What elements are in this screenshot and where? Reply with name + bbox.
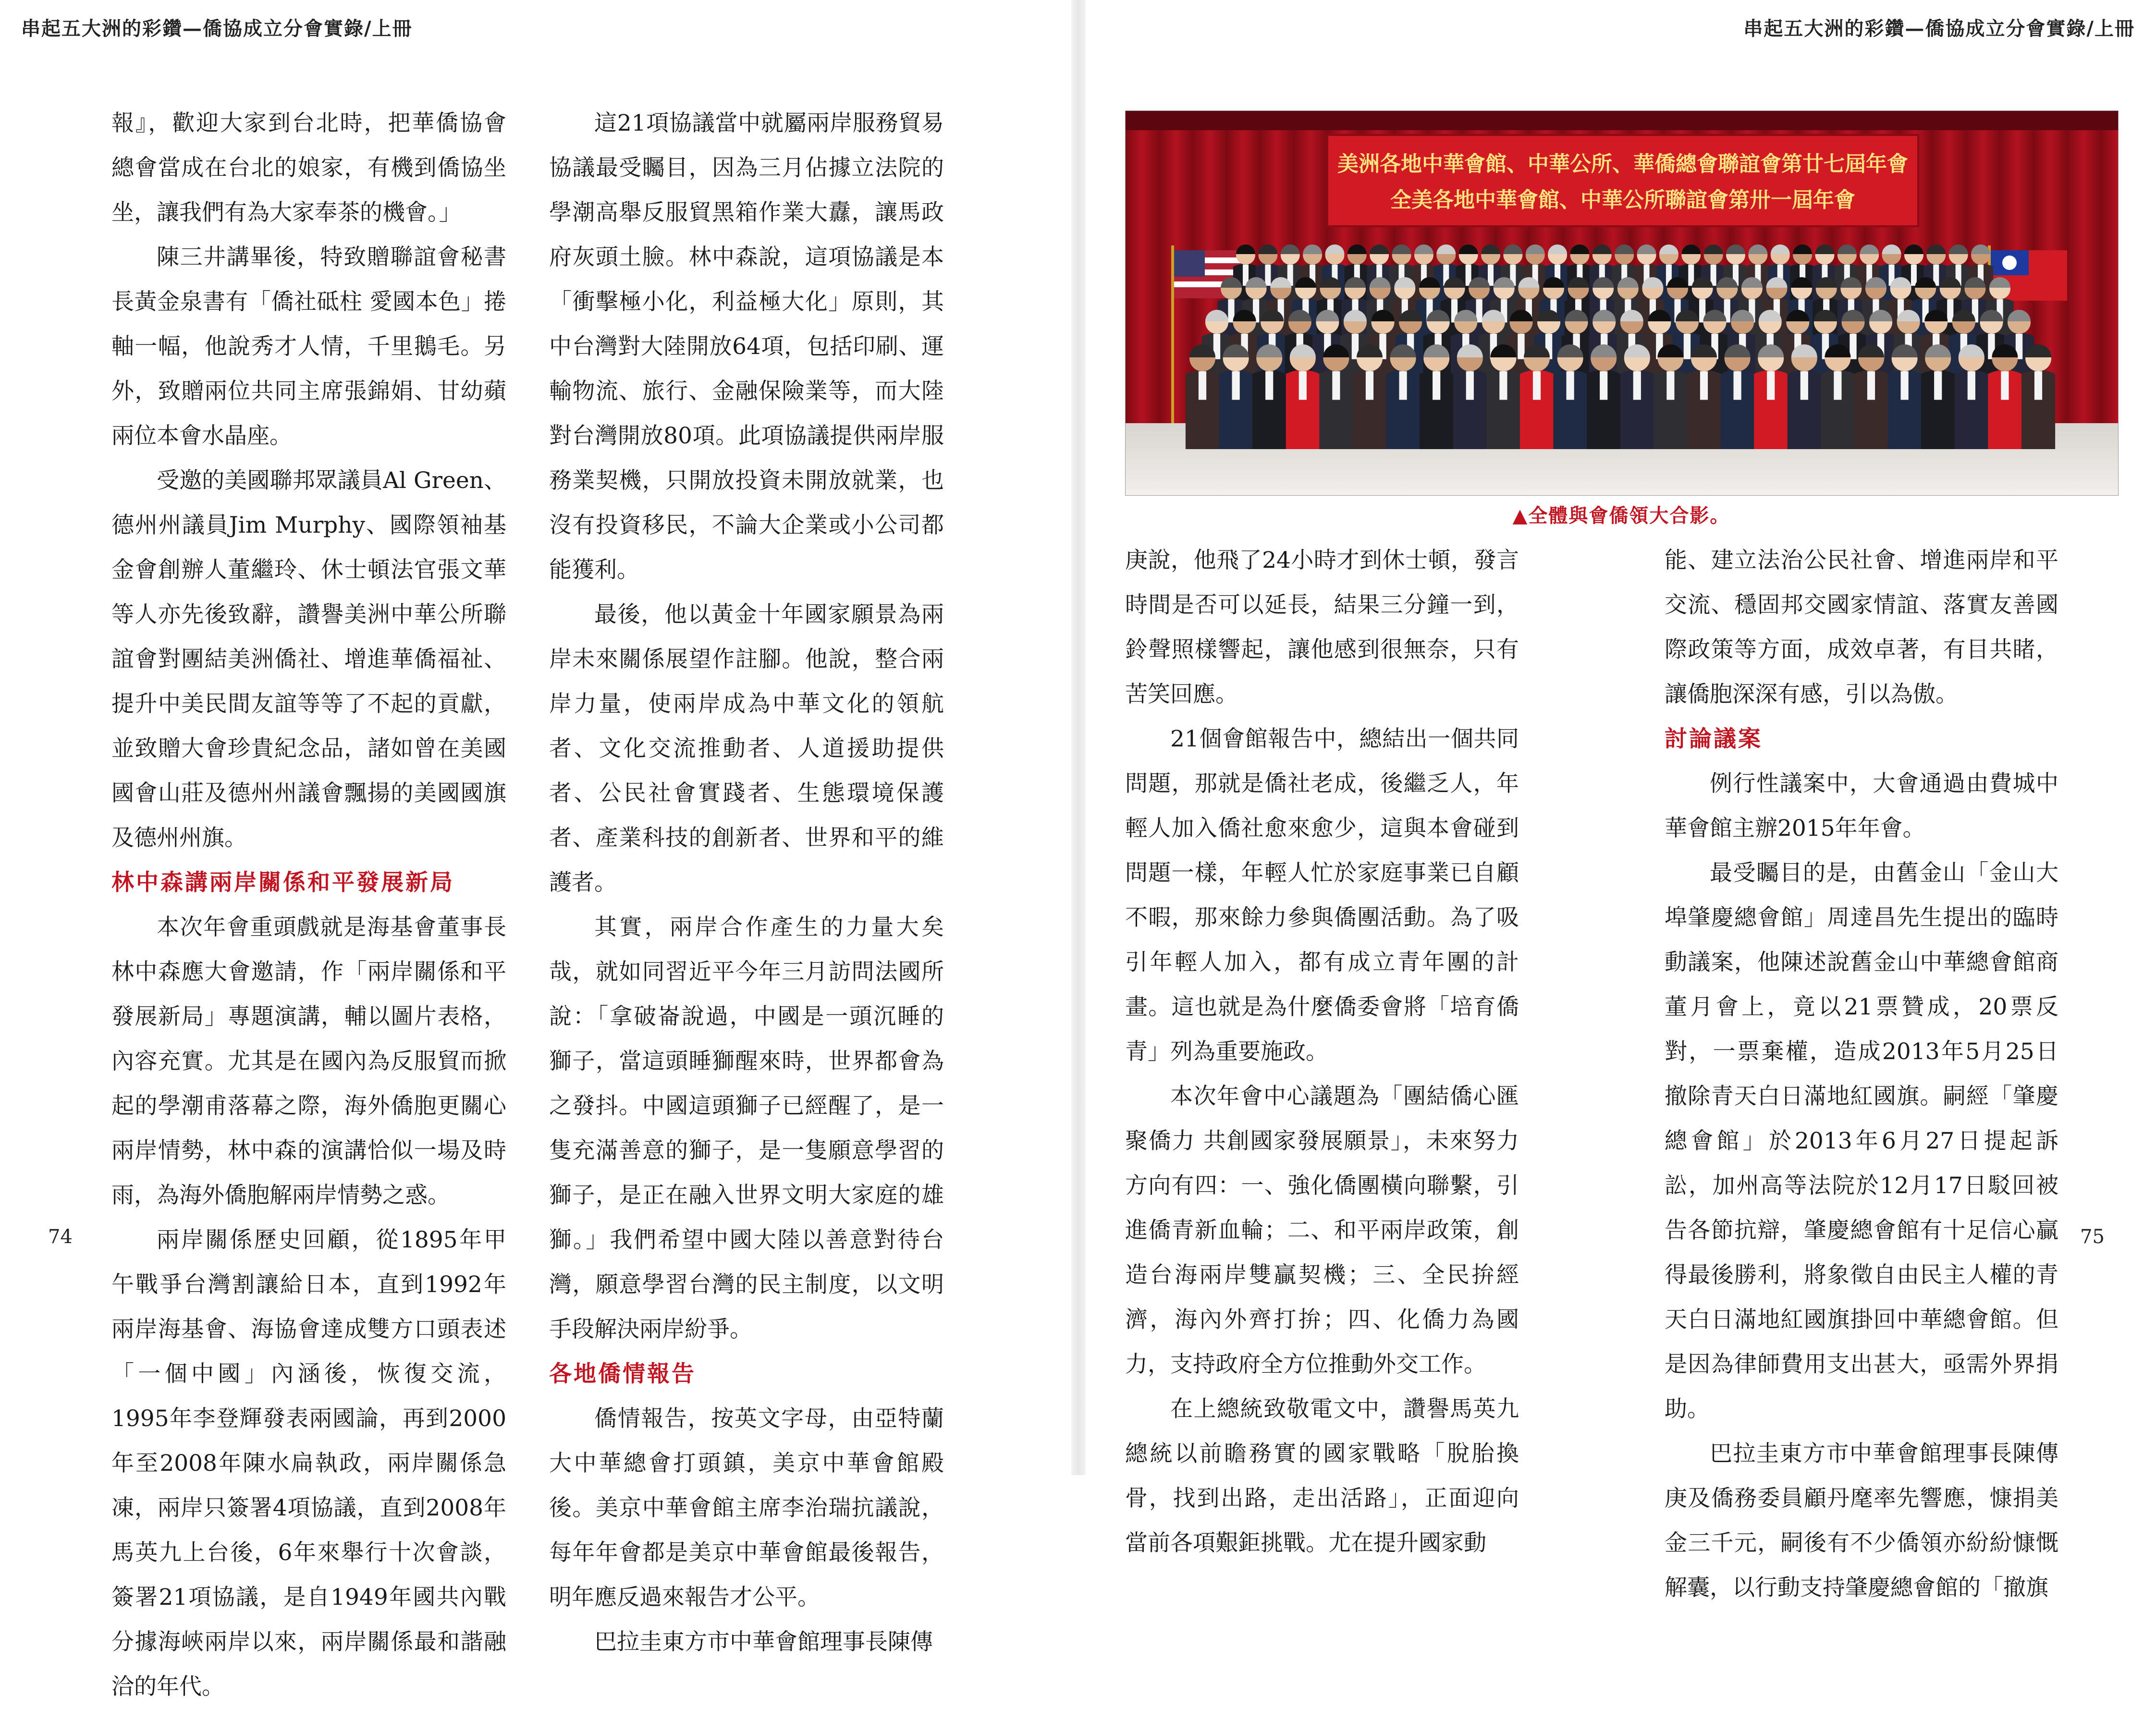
paragraph: 在上總統致敬電文中，讚譽馬英九總統以前瞻務實的國家戰略「脫胎換骨，找到出路，走出活路」，正面迎向當前各項艱鉅挑戰。尤在提升國家動 (1125, 1396, 1519, 1556)
person-figure (1687, 344, 1721, 449)
person-figure (1620, 344, 1654, 449)
paragraph: 報』，歡迎大家到台北時，把華僑協會總會當成在台北的娘家，有機到僑協坐坐，讓我們有為大家奉茶的機會。」 (111, 110, 506, 226)
paragraph: 本次年會中心議題為「團結僑心匯聚僑力 共創國家發展願景」，未來努力方向有四：一、強化僑團橫向聯繫，引進僑青新血輪；二、和平兩岸政策，創造台海兩岸雙贏契機；三、全民拚經濟，海內外齊打拚；四、化僑力為國力，支持政府全方位推動外交工作。 (1125, 1083, 1519, 1378)
running-head-left: 串起五大洲的彩鑽—僑協成立分會實錄/上冊 (21, 17, 413, 40)
person-figure (1587, 344, 1620, 449)
person-figure (1420, 344, 1453, 449)
person-figure (1353, 344, 1386, 449)
running-head-right: 串起五大洲的彩鑽—僑協成立分會實錄/上冊 (1743, 17, 2135, 40)
page-gutter (1071, 0, 1086, 1475)
person-figure (1654, 344, 1687, 449)
paragraph: 巴拉圭東方市中華會館理事長陳傳 (594, 1629, 933, 1655)
paragraph: 兩岸關係歷史回顧，從1895年甲午戰爭台灣割讓給日本，直到1992年兩岸海基會、海協會達成雙方口頭表述「一個中國」內涵後，恢復交流，1995年李登輝發表兩國論，再到2000年至2008年陳水扁執政，兩岸關係急凍，兩岸只簽署4項協議，直到2008年馬英九上台後，6年來舉行十次會談，簽署21項協議，是自1949年國共內戰分據海峽兩岸以來，兩岸關係最和諧融洽的年代。 (111, 1227, 506, 1700)
conference-banner (1327, 135, 1918, 226)
page-number-right: 75 (2080, 1226, 2105, 1248)
right-page (1086, 0, 2156, 1601)
person-figure (1486, 344, 1520, 449)
person-figure (1788, 344, 1821, 449)
person-figure (1988, 344, 2021, 449)
section-heading: 各地僑情報告 (549, 1361, 696, 1387)
paragraph: 巴拉圭東方市中華會館理事長陳傳庚及僑務委員顧丹麾率先響應，慷捐美金三千元，嗣後有不少僑領亦紛紛慷慨解囊，以行動支持肇慶總會館的「撤旗 (1665, 1440, 2058, 1601)
paragraph: 最後，他以黃金十年國家願景為兩岸未來關係展望作註腳。他說，整合兩岸力量，使兩岸成為中華文化的領航者、文化交流推動者、人道援助提供者、公民社會實踐者、生態環境保護者、產業科技的創新者、世界和平的維護者。 (549, 601, 944, 896)
paragraph: 其實，兩岸合作產生的力量大矣哉，就如同習近平今年三月訪問法國所說：「拿破崙說過，中國是一頭沉睡的獅子，當這頭睡獅醒來時，世界都會為之發抖。中國這頭獅子已經醒了，是一隻充滿善意的獅子，是一隻願意學習的獅子，是正在融入世界文明大家庭的雄獅。」我們希望中國大陸以善意對待台灣，願意學習台灣的民主制度，以文明手段解決兩岸紛爭。 (549, 914, 944, 1343)
text-column-3 (1125, 538, 1519, 1565)
person-figure (1219, 344, 1253, 449)
text-column-2 (549, 101, 944, 1664)
person-figure (1554, 344, 1587, 449)
person-figure (1386, 344, 1420, 449)
person-figure (1821, 344, 1854, 449)
person-figure (1721, 344, 1754, 449)
page-number-left: 74 (48, 1226, 73, 1248)
photo-caption: ▲全體與會僑領大合影。 (1512, 504, 1730, 527)
person-figure (1319, 344, 1353, 449)
person-figure (1754, 344, 1788, 449)
paragraph: 能、建立法治公民社會、增進兩岸和平交流、穩固邦交國家情誼、落實友善國際政策等方面，成效卓著，有目共睹，讓僑胞深深有感，引以為傲。 (1665, 547, 2058, 708)
person-figure (1888, 344, 1922, 449)
paragraph: 最受矚目的是，由舊金山「金山大埠肇慶總會館」周達昌先生提出的臨時動議案，他陳述說舊金山中華總會館商董月會上，竟以21票贊成，20票反對，一票棄權，造成2013年5月25日撤除青天白日滿地紅國旗。嗣經「肇慶總會館」於2013年6月27日提起訴訟，加州高等法院於12月17日駁回被告各節抗辯，肇慶總會館有十足信心贏得最後勝利，將象徵自由民主人權的青天白日滿地紅國旗掛回中華總會館。但是因為律師費用支出甚大，亟需外界捐助。 (1665, 860, 2058, 1422)
left-page (0, 0, 1071, 1700)
paragraph: 例行性議案中，大會通過由費城中華會館主辦2015年年會。 (1665, 770, 2058, 842)
paragraph: 僑情報告，按英文字母，由亞特蘭大中華總會打頭鎮，美京中華會館殿後。美京中華會館主席李治瑞抗議說，每年年會都是美京中華會館最後報告，明年應反過來報告才公平。 (549, 1405, 944, 1611)
group-photo (1125, 110, 2119, 496)
person-figure (2021, 344, 2055, 449)
paragraph: 這21項協議當中就屬兩岸服務貿易協議最受矚目，因為三月佔據立法院的學潮高舉反服貿黑箱作業大纛，讓馬政府灰頭土臉。林中森說，這項協議是本「衝擊極小化，利益極大化」原則，其中台灣對大陸開放64項，包括印刷、運輸物流、旅行、金融保險業等，而大陸對台灣開放80項。此項協議提供兩岸服務業契機，只開放投資未開放就業，也沒有投資移民，不論大企業或小公司都能獲利。 (549, 110, 944, 583)
paragraph: 受邀的美國聯邦眾議員Al Green、德州州議員Jim Murphy、國際領袖基金會創辦人董繼玲、休士頓法官張文華等人亦先後致辭，讚譽美洲中華公所聯誼會對團結美洲僑社、增進華僑福祉、提升中美民間友誼等等了不起的貢獻，並致贈大會珍貴紀念品，諸如曾在美國國會山莊及德州州議會飄揚的美國國旗及德州州旗。 (111, 467, 506, 851)
person-figure (1186, 344, 1219, 449)
paragraph: 陳三井講畢後，特致贈聯誼會秘書長黃金泉書有「僑社砥柱 愛國本色」捲軸一幅，他說秀才人情，千里鵝毛。另外，致贈兩位共同主席張錦娟、甘幼蘋兩位本會水晶座。 (111, 244, 506, 449)
section-heading: 林中森講兩岸關係和平發展新局 (111, 869, 454, 896)
person-figure (1520, 344, 1554, 449)
text-column-4 (1665, 538, 2058, 1610)
banner-line-2: 全美各地中華會館、中華公所聯誼會第卅一屆年會 (1390, 188, 1855, 212)
person-figure (1921, 344, 1955, 449)
person-figure (1854, 344, 1888, 449)
person-figure (1286, 344, 1320, 449)
text-column-1 (111, 101, 506, 1709)
crowd (1186, 244, 2055, 449)
paragraph: 本次年會重頭戲就是海基會董事長林中森應大會邀請，作「兩岸關係和平發展新局」專題演講，輔以圖片表格，內容充實。尤其是在國內為反服貿而掀起的學潮甫落幕之際，海外僑胞更關心兩岸情勢，林中森的演講恰似一場及時雨，為海外僑胞解兩岸情勢之惑。 (111, 914, 506, 1209)
person-figure (1252, 344, 1286, 449)
person-figure (1955, 344, 1988, 449)
paragraph: 庚說，他飛了24小時才到休士頓，發言時間是否可以延長，結果三分鐘一到，鈴聲照樣響起，讓他感到很無奈，只有苦笑回應。 (1125, 547, 1519, 708)
person-figure (1453, 344, 1487, 449)
paragraph: 21個會館報告中，總結出一個共同問題，那就是僑社老成，後繼乏人，年輕人加入僑社愈來愈少，這與本會碰到問題一樣，年輕人忙於家庭事業已自顧不暇，那來餘力參與僑團活動。為了吸引年輕人加入，都有成立青年團的計畫。這也就是為什麼僑委會將「培育僑青」列為重要施政。 (1125, 726, 1519, 1065)
banner-line-1: 美洲各地中華會館、中華公所、華僑總會聯誼會第廿七屆年會 (1337, 152, 1908, 176)
section-heading: 討論議案 (1665, 726, 1763, 752)
